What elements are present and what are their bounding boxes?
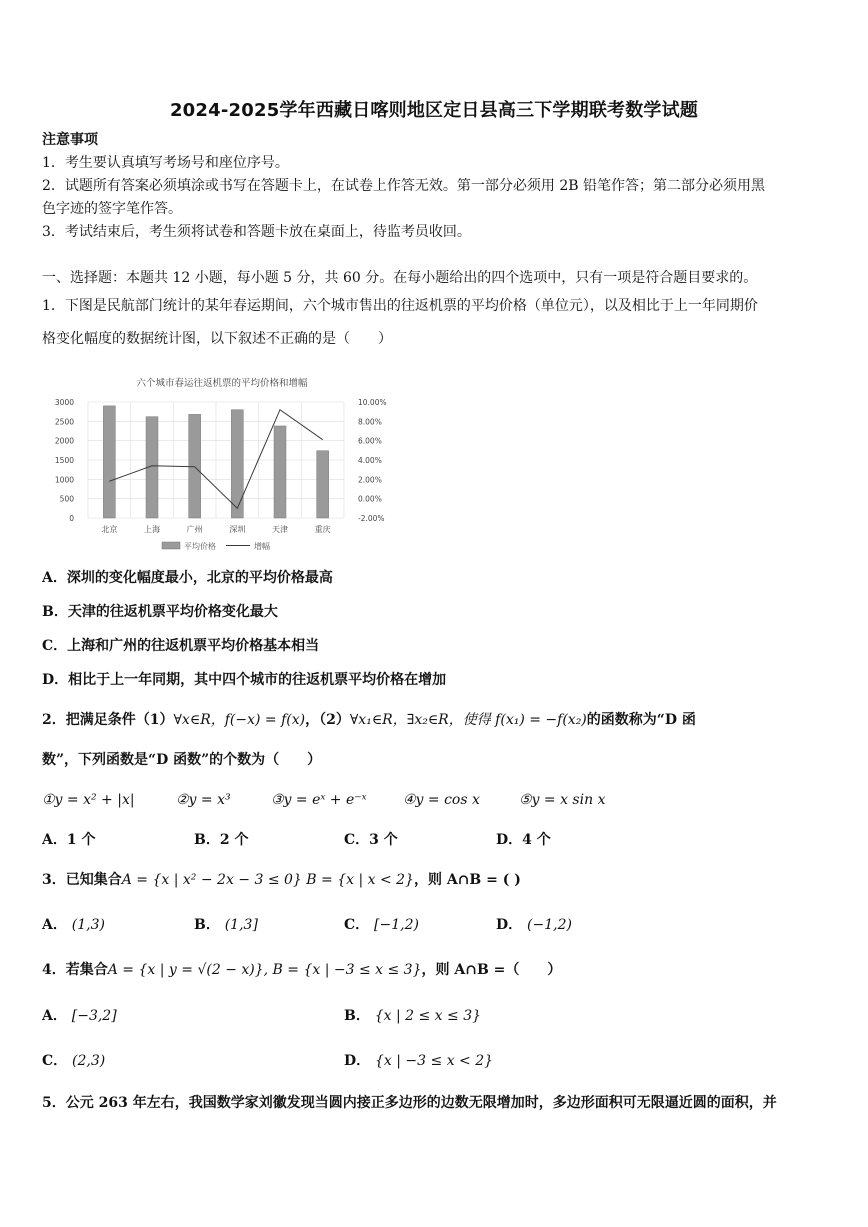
option-b xyxy=(344,1006,481,1026)
option-b xyxy=(194,915,258,935)
option-label: C． xyxy=(344,917,370,933)
legend-bar-label: 平均价格 xyxy=(184,542,216,551)
q4-sets: A = {x | y = √(2 − x)}, B = {x | −3 ≤ x ≤ 3} xyxy=(107,962,422,978)
option-value: {x | 2 ≤ x ≤ 3} xyxy=(374,1008,482,1024)
option-a: A．深圳的变化幅度最小，北京的平均价格最高 xyxy=(42,570,333,586)
right-tick-label: 6.00% xyxy=(358,436,382,446)
notice-item: 色字迹的签字笔作答。 xyxy=(42,201,182,217)
chart-legend xyxy=(162,541,270,551)
question-1-stem: 1．下图是民航部门统计的某年春运期间，六个城市售出的往返机票的平均价格（单位元），以及相比于上一年同期价 xyxy=(42,298,758,314)
q2-function-1: ①y = x² + |x| xyxy=(42,792,135,808)
option-value: (1,3) xyxy=(71,917,105,933)
option-a xyxy=(42,915,105,935)
bar-深圳 xyxy=(231,410,243,518)
notice-heading: 注意事项 xyxy=(42,132,98,148)
option-d: D．相比于上一年同期，其中四个城市的往返机票平均价格在增加 xyxy=(42,672,447,688)
option-label: B． xyxy=(344,1008,370,1024)
question-4-stem xyxy=(42,960,561,980)
left-tick-label: 1500 xyxy=(54,456,74,465)
left-tick-label: 1000 xyxy=(54,475,74,485)
legend-bar-swatch xyxy=(162,542,180,549)
option-b: B．2 个 xyxy=(194,832,249,848)
option-label: A． xyxy=(42,917,67,933)
bar-重庆 xyxy=(317,451,329,518)
notice-item: 1．考生要认真填写考场号和座位序号。 xyxy=(42,155,289,171)
q3-text-b: ，则 A∩B = ( ) xyxy=(413,872,521,888)
option-c: C．上海和广州的往返机票平均价格基本相当 xyxy=(42,638,320,654)
option-d: D．4 个 xyxy=(496,832,551,848)
option-label: D． xyxy=(344,1053,371,1069)
option-c xyxy=(344,915,419,935)
option-value: {x | −3 ≤ x < 2} xyxy=(375,1053,494,1069)
option-label: A． xyxy=(42,1008,67,1024)
option-value: (2,3) xyxy=(72,1053,106,1069)
option-a: A．1 个 xyxy=(42,832,96,848)
option-value: (1,3] xyxy=(224,917,258,933)
option-value: [−1,2) xyxy=(374,917,419,933)
question-1-stem: 格变化幅度的数据统计图，以下叙述不正确的是（ ） xyxy=(42,331,392,347)
q2-function-2: ②y = x³ xyxy=(176,792,231,808)
option-label: D． xyxy=(496,917,523,933)
bar-北京 xyxy=(103,406,115,518)
x-tick-label: 深圳 xyxy=(229,525,246,534)
option-a xyxy=(42,1006,117,1026)
right-tick-label: 8.00% xyxy=(358,417,382,427)
left-tick-label: 2000 xyxy=(54,436,74,446)
chart-title: 六个城市春运往返机票的平均价格和增幅 xyxy=(136,378,308,389)
left-tick-label: 3000 xyxy=(54,398,74,407)
right-tick-label: 0.00% xyxy=(358,494,382,504)
q2-condition-2: ∀x₁∈R，∃x₂∈R，使得 f(x₁) = −f(x₂) xyxy=(349,712,587,728)
legend-line-label: 增幅 xyxy=(254,542,270,551)
option-c: C．3 个 xyxy=(344,832,398,848)
question-2-stem xyxy=(42,710,696,730)
left-tick-label: 2500 xyxy=(54,417,74,427)
q4-text-a: 4．若集合 xyxy=(42,962,108,978)
option-label: B． xyxy=(194,917,220,933)
q3-sets: A = {x | x² − 2x − 3 ≤ 0} B = {x | x < 2} xyxy=(121,872,414,888)
right-tick-label: -2.00% xyxy=(358,514,385,523)
q2-function-4: ④y = cos x xyxy=(403,792,480,808)
q2-text-a: 2．把满足条件（1） xyxy=(42,712,174,728)
bar-天津 xyxy=(274,426,286,518)
option-c xyxy=(42,1051,105,1071)
option-d xyxy=(496,915,572,935)
notice-item: 3．考试结束后，考生须将试卷和答题卡放在桌面上，待监考员收回。 xyxy=(42,224,471,240)
notice-item: 2．试题所有答案必须填涂或书写在答题卡上，在试卷上作答无效。第一部分必须用 2B 铅笔作答；第二部分必须用黑 xyxy=(42,178,765,194)
q4-text-b: ，则 A∩B =（ ） xyxy=(421,962,562,978)
x-tick-label: 北京 xyxy=(101,525,118,534)
question-2-stem: 数”，下列函数是“D 函数”的个数为（ ） xyxy=(42,752,322,768)
question-3-stem xyxy=(42,870,521,890)
page-title: 2024-2025学年西藏日喀则地区定日县高三下学期联考数学试题 xyxy=(169,100,699,121)
q2-function-5: ⑤y = x sin x xyxy=(519,792,606,808)
x-tick-label: 广州 xyxy=(186,525,203,534)
option-value: [−3,2] xyxy=(71,1008,117,1024)
q2-text-c: 的函数称为“D 函 xyxy=(586,712,696,728)
section-heading: 一、选择题：本题共 12 小题，每小题 5 分，共 60 分。在每小题给出的四个选项中，只有一项是符合题目要求的。 xyxy=(42,270,758,286)
right-tick-label: 10.00% xyxy=(358,398,387,407)
option-value: (−1,2) xyxy=(527,917,572,933)
x-tick-label: 重庆 xyxy=(314,525,331,534)
q3-text-a: 3．已知集合 xyxy=(42,872,122,888)
option-label: C． xyxy=(42,1053,68,1069)
q2-function-3: ③y = eˣ + e⁻ˣ xyxy=(271,792,367,808)
right-tick-label: 2.00% xyxy=(358,475,382,485)
option-d xyxy=(344,1051,493,1071)
question-5-stem: 5．公元 263 年左右，我国数学家刘徽发现当圆内接正多边形的边数无限增加时，多边形面积可无限逼近圆的面积，并 xyxy=(42,1095,777,1111)
option-b: B．天津的往返机票平均价格变化最大 xyxy=(42,604,278,620)
q2-condition-1: ∀x∈R，f(−x) = f(x) xyxy=(173,712,306,728)
x-tick-label: 天津 xyxy=(272,525,288,534)
x-tick-label: 上海 xyxy=(144,525,160,534)
price-change-chart xyxy=(54,372,394,557)
left-tick-label: 0 xyxy=(69,514,74,523)
right-tick-label: 4.00% xyxy=(358,456,382,465)
q2-text-b: ，（2） xyxy=(305,712,350,728)
left-tick-label: 500 xyxy=(59,494,74,504)
